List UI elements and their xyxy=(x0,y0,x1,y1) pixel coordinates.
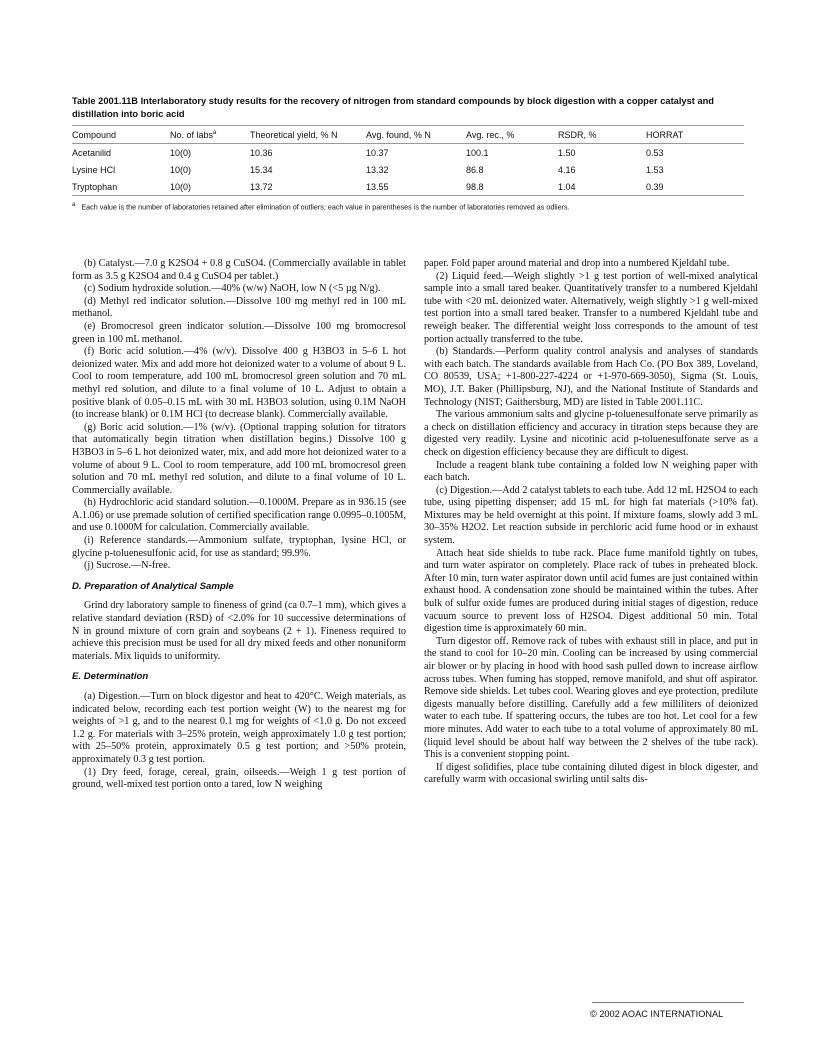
header-compound: Compound xyxy=(72,129,117,140)
paragraph-standards: (b) Standards.—Perform quality control analysis and analyses of standards with each batch. The standards available from Hach Co. (PO Box 389, Loveland, CO 80539, USA; +1-800-227-4224 or +1-970-669-3050), Sigma (St. Louis, MO), J.T. Baker (Phillipsburg, NJ), and the National Institute of Standards and Technology (NIST; Gaithersburg, MD) are listed in Table 2001.11C. xyxy=(424,346,758,408)
reagent-e: (e) Bromocresol green indicator solution.—Dissolve 100 mg bromocresol green in 100 mL methanol. xyxy=(72,320,406,345)
results-table xyxy=(72,125,744,196)
header-labs: No. of labs$^a$ xyxy=(170,129,217,140)
paragraph-continued: paper. Fold paper around material and drop into a numbered Kjeldahl tube. xyxy=(424,258,730,269)
table-cell: 1.04 xyxy=(558,181,576,192)
table-cell: Tryptophan xyxy=(72,181,118,192)
table-row xyxy=(72,178,744,196)
paragraph-cooling: Turn digestor off. Remove rack of tubes with exhaust still in place, and put in the stand to cool for 10–20 min. Cooling can be increased by using commercial air blower or by placing in hood with hood sash pulled down to increase airflow across tubes. When fuming has stopped, remove manifold, and shut off aspirator. Remove side shields. Let tubes cool. Wearing gloves and eye protection, predilute digests manually before distilling. Carefully add a few milliliters of deionized water to each tube. If spattering occurs, the tubes are too hot. Let cool for a few more minutes. Add water to each tube to a total volume of approximately 80 mL (liquid level should be about half way between the 2 shelves of the tube rack). This is a convenient stopping point. xyxy=(424,635,758,761)
footer-copyright: © 2002 AOAC INTERNATIONAL xyxy=(590,1009,724,1019)
right-column xyxy=(424,258,758,787)
header-horrat: HORRAT xyxy=(646,129,684,140)
table-row xyxy=(72,161,744,178)
table-cell: 86.8 xyxy=(466,164,484,175)
paragraph-heat-shields: Attach heat side shields to tube rack. Place fume manifold tightly on tubes, and turn water aspirator on completely. Place rack of tubes in preheated block. After 10 min, turn water aspirator down until acid fumes are just contained within exhaust hood. A condensation zone should be maintained within the tubes. After bulk of sulfur oxide fumes are produced during initial stages of digestion, reduce vacuum source to prevent loss of H2SO4. Digest additional 50 min. Total digestion time is approximately 60 min. xyxy=(424,547,758,635)
reagent-g: (g) Boric acid solution.—1% (w/v). (Optional trapping solution for titrators that automatically begin titration when distillation begins.) Dissolve 100 g H3BO3 in 5–6 L hot deionized water, mix, and add more hot deionized water to a volume of about 9 L. Cool to room temperature, add 100 mL bromocresol green solution and 70 mL methyl red solution, and dilute to a final volume of 10 L. Commercially available. xyxy=(72,421,406,496)
table-header-row xyxy=(72,126,744,144)
table-cell: Lysine HCl xyxy=(72,164,116,175)
table-cell: 13.72 xyxy=(250,181,273,192)
paragraph-ammonium-salts: The various ammonium salts and glycine p-toluenesulfonate serve primarily as a check on distillation efficiency and accuracy in titration steps because they are digested very readily. Lysine and nicotinic acid p-toluenesulfonate serve as a check on digestion efficiency because they are difficult to digest. xyxy=(424,409,758,458)
reagent-h: (h) Hydrochloric acid standard solution.—0.1000M. Prepare as in 936.15 (see A.1.06) or use premade solution of certified specification range 0.0995–0.1005M, and use 0.1000M for calculation. Commercially available. xyxy=(72,497,406,534)
table-caption: Table 2001.11B Interlaboratory study results for the recovery of nitrogen from standard compounds by block digestion with a copper catalyst and distillation into boric acid xyxy=(72,96,714,119)
table-cell: 0.53 xyxy=(646,147,664,158)
reagent-d: (d) Methyl red indicator solution.—Dissolve 100 mg methyl red in 100 mL methanol. xyxy=(72,295,406,320)
table-cell: 100.1 xyxy=(466,147,489,158)
header-rsd: RSDR, % xyxy=(558,129,597,140)
table-cell: 98.8 xyxy=(466,181,484,192)
table-cell: 13.55 xyxy=(366,181,389,192)
paragraph-digestion-c: (c) Digestion.—Add 2 catalyst tablets to each tube. Add 12 mL H2SO4 to each tube, using pipetting dispenser; add 15 mL for high fat materials (>10% fat). Mixtures may be held overnight at this point. If mixture foams, slowly add 3 mL 30–35% H2O2. Let reaction subside in perchloric acid fume hood or in exhaust system. xyxy=(424,484,758,547)
table-cell: 10(0) xyxy=(170,164,192,175)
header-theoretical: Theoretical yield, % N xyxy=(250,129,338,140)
table-row xyxy=(72,144,744,162)
left-column xyxy=(72,258,406,792)
paragraph-solidifies: If digest solidifies, place tube containing diluted digest in block digester, and carefully warm with occasional swirling until salts dis- xyxy=(424,761,758,786)
paragraph-liquid-feed: (2) Liquid feed.—Weigh slightly >1 g test portion of well-mixed analytical sample into a small tared beaker. Quantitatively transfer to a numbered Kjeldahl tube with <20 mL deionized water. Alternatively, weigh slightly >1 g well-mixed test portion into a small tared beaker. Transfer to a numbered Kjeldahl tube and reweigh beaker. The differential weight loss corresponds to the amount of test portion actually transferred to the tube. xyxy=(424,270,758,345)
reagent-j: (j) Sucrose.—N-free. xyxy=(84,560,171,572)
table-cell: Acetanilid xyxy=(72,147,112,158)
table-cell: 10.37 xyxy=(366,147,389,158)
table-cell: 1.53 xyxy=(646,164,664,175)
table-cell: 4.16 xyxy=(558,164,576,175)
table-cell: 10(0) xyxy=(170,181,192,192)
paragraph-reagent-blank: Include a reagent blank tube containing a folded low N weighing paper with each batch. xyxy=(424,459,758,484)
paragraph-digestion: (a) Digestion.—Turn on block digestor and heat to 420°C. Weigh materials, as indicated below, recording each test portion weight (W) to the nearest mg for weights of >1 g, and to the nearest 0.1 mg for weights of <1.0 g. Do not exceed 1.2 g. For materials with 3–25% protein, weigh approximately 1.0 g test portion; with 25–50% protein, approximately 0.5 g test portion; and >50% protein, approximately 0.3 g test portion. xyxy=(72,691,406,765)
table-cell: 13.32 xyxy=(366,164,389,175)
header-recovery: Avg. rec., % xyxy=(466,129,515,140)
paragraph-dry-feed: (1) Dry feed, forage, cereal, grain, oilseeds.—Weigh 1 g test portion of ground, well-mixed test portion onto a tared, low N weighing xyxy=(72,766,406,791)
table-cell: 10.36 xyxy=(250,147,273,158)
reagent-f: (f) Boric acid solution.—4% (w/v). Dissolve 400 g H3BO3 in 5–6 L hot deionized water. Mix and add more hot deionized water to a volume of about 9 L. Cool to room temperature, add 100 mL bromocresol green solution and 70 mL methyl red solution, and dilute to a final volume of 10 L. Adjust to obtain a positive blank of 0.05–0.15 mL with 30 mL H3BO3 solution, using 0.1M NaOH (to increase blank) or 0.1M HCl (to decrease blank). Commercially available. xyxy=(72,346,406,421)
table-cell: 15.34 xyxy=(250,164,273,175)
table-cell: 0.39 xyxy=(646,181,664,192)
reagent-c: (c) Sodium hydroxide solution.—40% (w/w) NaOH, low N (<5 µg N/g). xyxy=(84,283,381,295)
reagent-b: (b) Catalyst.—7.0 g K2SO4 + 0.8 g CuSO4. (Commercially available in tablet form as 3.5 g K2SO4 and 0.4 g CuSO4 per tablet.) xyxy=(72,258,406,282)
results-table-block xyxy=(72,95,744,211)
section-heading-d: D. Preparation of Analytical Sample xyxy=(72,580,234,592)
table-body xyxy=(72,144,744,196)
table-cell: 10(0) xyxy=(170,147,192,158)
paragraph-sample-prep: Grind dry laboratory sample to fineness of grind (ca 0.7–1 mm), which gives a relative standard deviation (RSD) of <2.0% for 10 successive determinations of N in ground mixture of corn grain and soybeans (2 + 1). Fineness required to achieve this precision must be used for all dry mixed feeds and other nonuniform materials. Mix liquids to uniformity. xyxy=(72,600,406,662)
header-found: Avg. found, % N xyxy=(366,129,431,140)
reagent-i: (i) Reference standards.—Ammonium sulfate, tryptophan, lysine HCl, or glycine p-toluenesulfonic acid, for use as standard; 99.9%. xyxy=(72,535,406,559)
section-heading-e: E. Determination xyxy=(72,671,149,683)
footer-rule xyxy=(592,1002,744,1003)
table-footnote: $^a$ Each value is the number of laboratories retained after elimination of outliers; each value in parentheses is the number of laboratories removed as odliers. xyxy=(72,202,570,212)
table-cell: 1.50 xyxy=(558,147,576,158)
